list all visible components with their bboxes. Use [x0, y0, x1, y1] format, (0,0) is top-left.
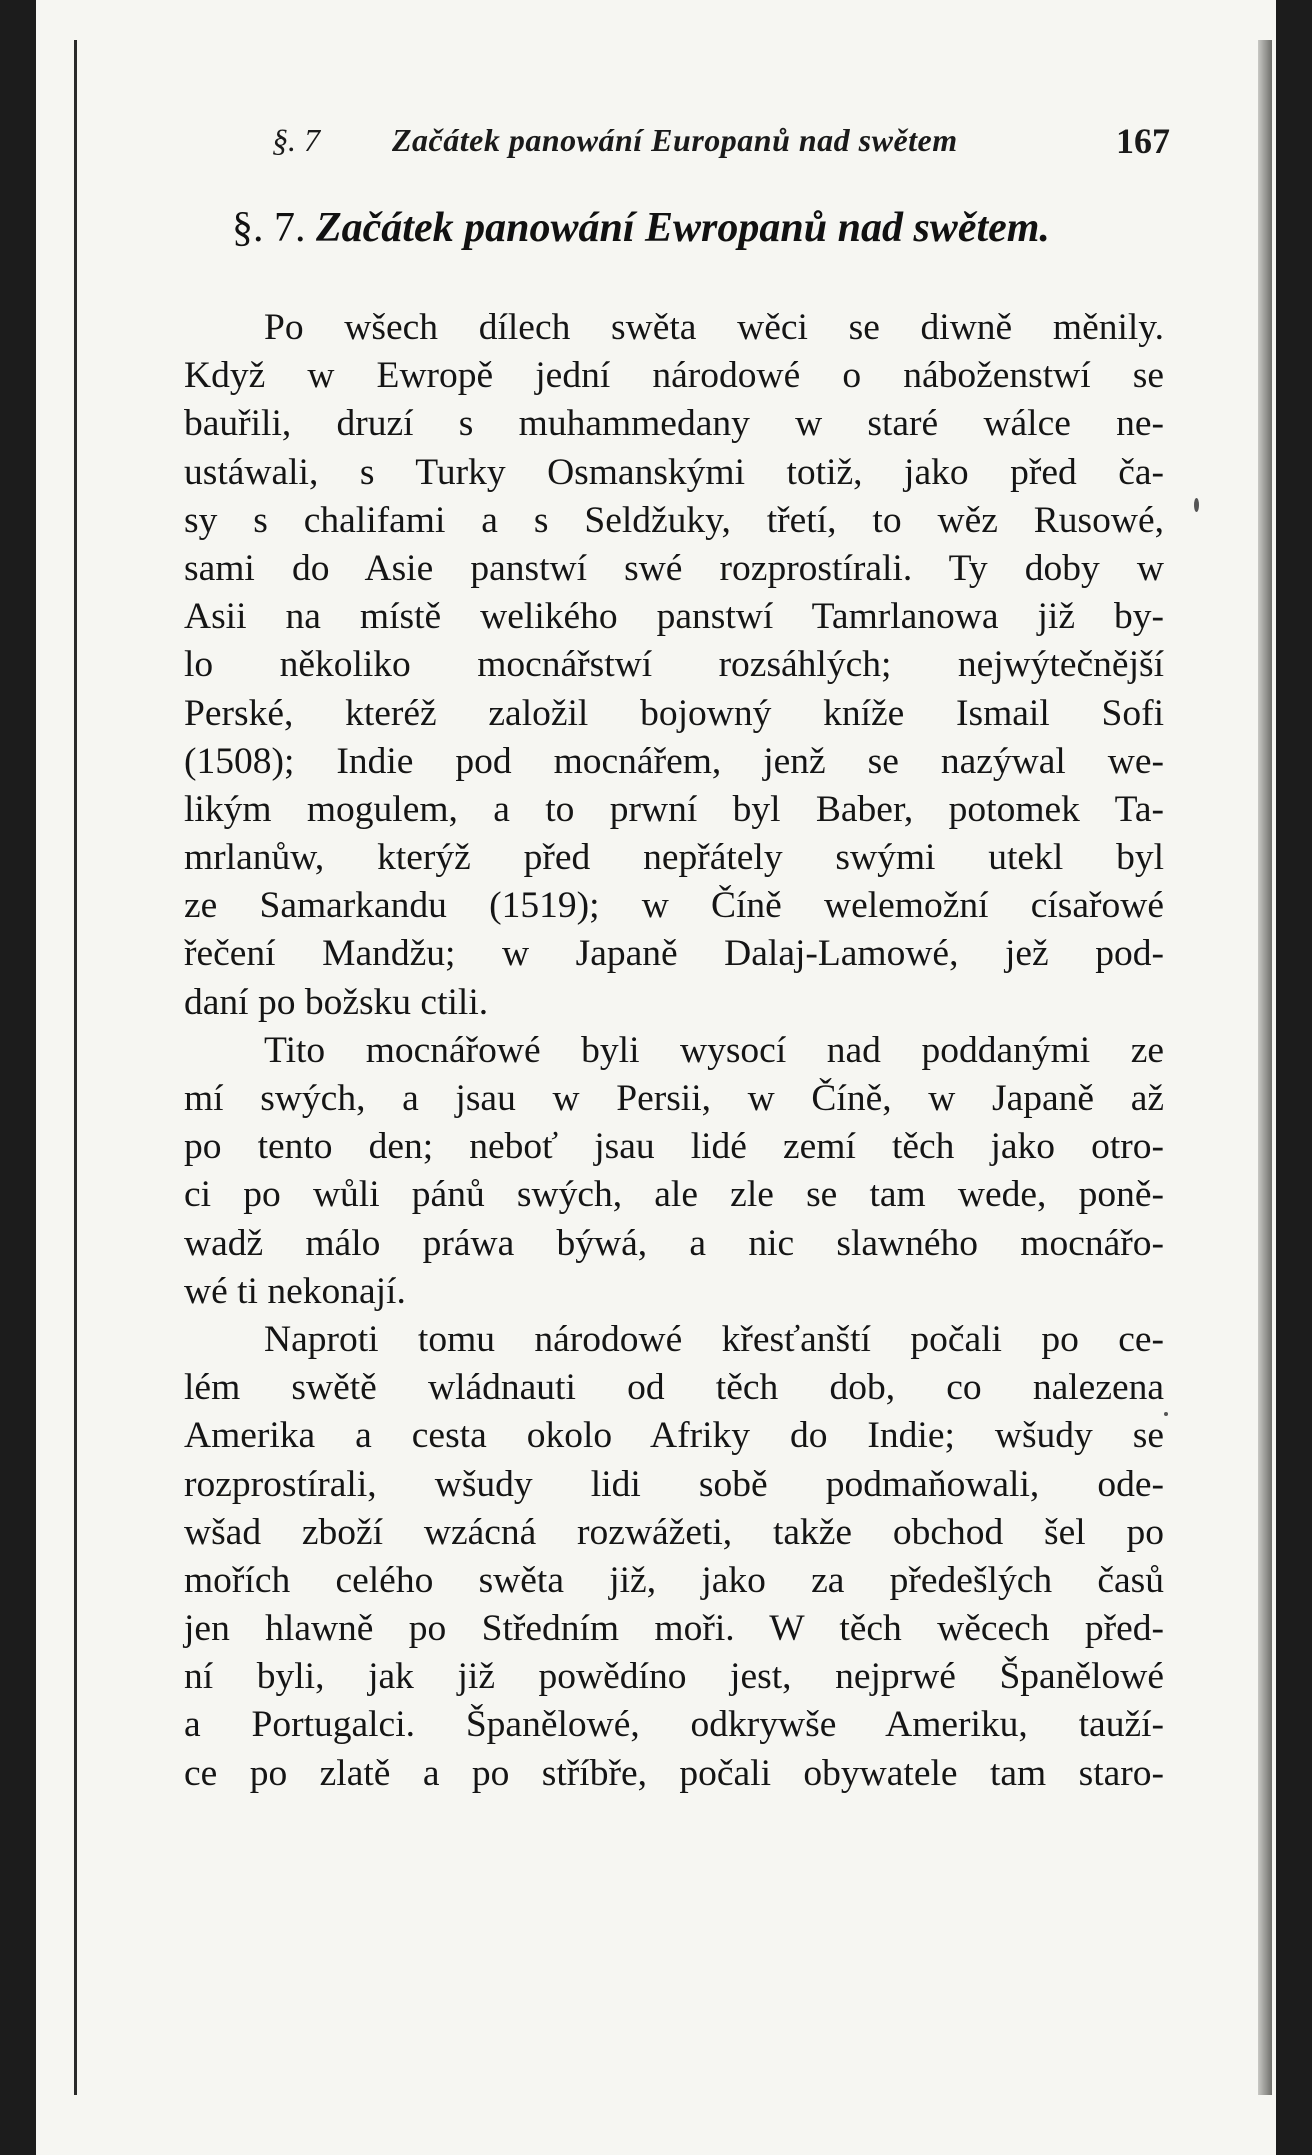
text-line: jen hlawně po Středním moři. W těch wěcech před- [184, 1608, 1164, 1650]
section-heading-text: Začátek panowání Ewropanů nad swětem. [316, 205, 1050, 251]
running-head-section: §. 7 [272, 122, 320, 158]
section-heading [232, 204, 1172, 252]
page-edge-left [74, 40, 77, 2095]
text-line: ze Samarkandu (1519); w Číně welemožní císařowé [184, 885, 1164, 927]
text-line: sy s chalifami a s Seldžuky, třetí, to wěz Rusowé, [184, 499, 1164, 541]
page-number: 167 [1116, 121, 1170, 161]
running-head [272, 122, 1170, 166]
body-text [184, 304, 1164, 1798]
text-line: wé ti nekonají. [184, 1270, 406, 1312]
page-edge-right [1258, 40, 1272, 2095]
text-line: lo několiko mocnářstwí rozsáhlých; nejwýtečnější [184, 644, 1164, 686]
text-line: wadž málo práwa býwá, a nic slawného mocnářo- [184, 1222, 1164, 1264]
text-line: wšad zboží wzácná rozwážeti, takže obchod šel po [184, 1511, 1164, 1553]
text-line: mořích celého swěta již, jako za předešlých časů [184, 1559, 1164, 1601]
book-page [36, 0, 1276, 2155]
text-line: Asii na místě welikého panstwí Tamrlanowa již by- [184, 596, 1164, 638]
text-line: Po wšech dílech swěta wěci se diwně měnily. [264, 307, 1164, 348]
text-line: a Portugalci. Španělowé, odkrywše Ameriku, tauží- [184, 1704, 1164, 1746]
text-line: Naproti tomu národowé křesťanští počali po ce- [264, 1318, 1164, 1360]
text-line: mí swých, a jsau w Persii, w Číně, w Japaně až [184, 1078, 1164, 1119]
ink-speck [1164, 1412, 1168, 1416]
text-line: bauřili, druzí s muhammedany w staré wálce ne- [184, 403, 1164, 445]
text-line: po tento den; neboť jsau lidé zemí těch jako otro- [184, 1126, 1164, 1168]
text-line: řečení Mandžu; w Japaně Dalaj-Lamowé, jež pod- [184, 933, 1164, 975]
text-line: Tito mocnářowé byli wysocí nad poddanými ze [264, 1029, 1164, 1071]
text-line: ci po wůli pánů swých, ale zle se tam wede, poně- [184, 1174, 1164, 1216]
text-line: sami do Asie panstwí swé rozprostírali. Ty doby w [184, 547, 1164, 589]
text-line: (1508); Indie pod mocnářem, jenž se nazýwal we- [184, 740, 1164, 782]
text-line: daní po božsku ctili. [184, 981, 489, 1023]
text-line: likým mogulem, a to prwní byl Baber, potomek Ta- [184, 788, 1164, 830]
text-line: Když w Ewropě jední národowé o náboženstwí se [184, 355, 1164, 397]
text-line: lém swětě wládnauti od těch dob, co nalezena [184, 1367, 1164, 1409]
text-line: ce po zlatě a po stříbře, počali obywatele tam staro- [184, 1752, 1164, 1794]
text-line: ustáwali, s Turky Osmanskými totiž, jako před ča- [184, 451, 1164, 493]
text-line: mrlanůw, kterýž před nepřátely swými utekl byl [184, 837, 1164, 879]
running-head-title: Začátek panowání Europanů nad swětem [392, 122, 958, 158]
text-line: Perské, kteréž založil bojowný kníže Ismail Sofi [184, 692, 1164, 734]
text-line: ní byli, jak již powědíno jest, nejprwé Španělowé [184, 1656, 1164, 1698]
text-line: rozprostírali, wšudy lidi sobě podmaňowali, ode- [184, 1463, 1164, 1505]
section-heading-number: §. 7. [232, 205, 306, 251]
ink-speck [1194, 498, 1199, 512]
text-line: Amerika a cesta okolo Afriky do Indie; wšudy se [184, 1415, 1164, 1457]
